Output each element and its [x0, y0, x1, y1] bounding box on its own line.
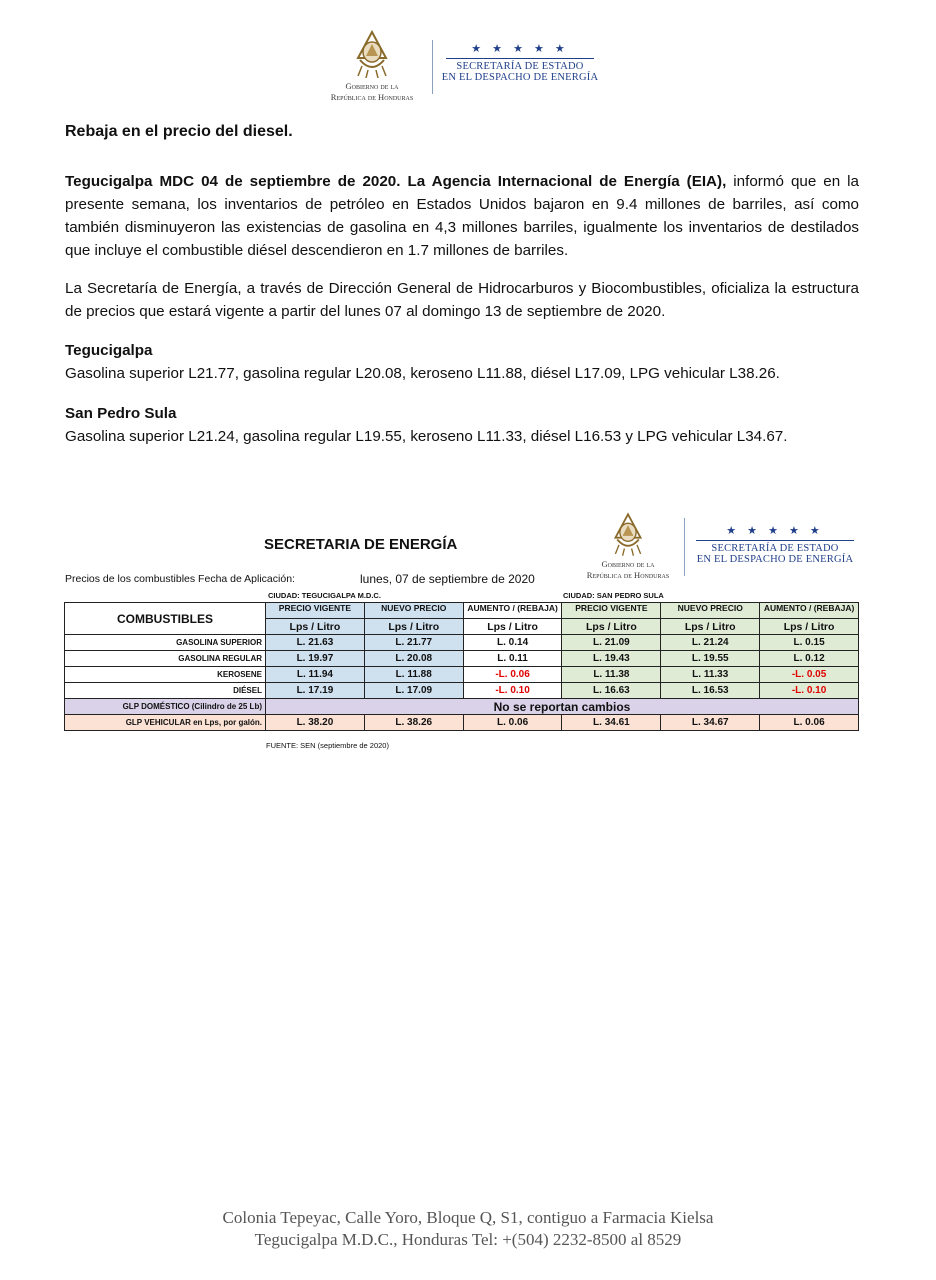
price-cell: L. 21.09: [562, 635, 661, 651]
city-prices-san-pedro-sula: Gasolina superior L21.24, gasolina regular L19.55, keroseno L11.33, diésel L16.53 y LPG vehicular L34.67.: [65, 428, 788, 445]
stars-icon: ★ ★ ★ ★ ★: [726, 525, 824, 537]
price-cell: L. 19.43: [562, 651, 661, 667]
city-label-san-pedro-sula: CIUDAD: SAN PEDRO SULA: [563, 591, 664, 600]
secretaria-line2: EN EL DESPACHO DE ENERGÍA: [696, 554, 854, 565]
government-crest: [320, 30, 424, 102]
footer-line2: Tegucigalpa M.D.C., Honduras Tel: +(504) 2232-8500 al 8529: [254, 1230, 682, 1249]
secretaria-logo: [440, 44, 600, 83]
paragraph-eia-text: informó que en la presente semana, los inventarios de petróleo en Estados Unidos bajaron en 9.4 millones de barriles, así como también disminuyeron las existencias de gasolina en 4,3 millones barriles, igualmente los inventarios de destilados que incluye el combustible diésel descendieron en 1.7 millones de barriles.: [65, 173, 859, 259]
application-date-label: Precios de los combustibles Fecha de Aplicación:: [65, 573, 295, 585]
city-heading-tegucigalpa: Tegucigalpa: [65, 342, 153, 359]
price-cell: L. 11.88: [364, 667, 463, 683]
divider: [432, 40, 433, 94]
unit-label: Lps / Litro: [661, 619, 760, 635]
fuel-name: GLP DOMÉSTICO (Cilindro de 25 Lb): [65, 699, 266, 715]
honduras-coat-of-arms-icon: [352, 30, 392, 80]
price-cell: L. 16.53: [661, 683, 760, 699]
price-cell: L. 21.63: [266, 635, 365, 651]
change-cell: L. 0.06: [760, 715, 859, 731]
price-cell: L. 21.24: [661, 635, 760, 651]
city-prices-tegucigalpa: Gasolina superior L21.77, gasolina regular L20.08, keroseno L11.88, diésel L17.09, LPG vehicular L38.26.: [65, 365, 780, 382]
crest-line1: Gobierno de la: [601, 559, 655, 569]
change-cell: L. 0.06: [463, 715, 562, 731]
honduras-coat-of-arms-icon: [610, 512, 646, 558]
letterhead: [320, 30, 620, 102]
price-cell: L. 21.77: [364, 635, 463, 651]
change-cell: -L. 0.05: [760, 667, 859, 683]
change-cell: -L. 0.10: [760, 683, 859, 699]
price-cell: L. 38.20: [266, 715, 365, 731]
paragraph-secretaria: La Secretaría de Energía, a través de Dirección General de Hidrocarburos y Biocombustibles, oficializa la estructura de precios que estará vigente a partir del lunes 07 al domingo 13 de septiembre de 2020.: [65, 280, 859, 320]
price-cell: L. 11.33: [661, 667, 760, 683]
no-changes-note: No se reportan cambios: [266, 699, 859, 715]
fuel-name: DIÉSEL: [65, 683, 266, 699]
header-aumento: AUMENTO / (REBAJA): [760, 603, 859, 619]
secretaria-line2: EN EL DESPACHO DE ENERGÍA: [441, 72, 599, 83]
price-cell: L. 38.26: [364, 715, 463, 731]
header-aumento: AUMENTO / (REBAJA): [463, 603, 562, 619]
logo-rule: [446, 58, 594, 59]
header-nuevo-precio: NUEVO PRECIO: [364, 603, 463, 619]
table-letterhead: [580, 512, 870, 584]
divider: [684, 518, 685, 576]
table-row-glp-vehicular: [65, 715, 859, 731]
paragraph-eia-lead: Tegucigalpa MDC 04 de septiembre de 2020. La Agencia Internacional de Energía (EIA),: [65, 173, 727, 190]
fuel-name: KEROSENE: [65, 667, 266, 683]
table-source: FUENTE: SEN (septiembre de 2020): [266, 741, 389, 750]
crest-line1: Gobierno de la: [345, 81, 399, 91]
crest-line2: República de Honduras: [330, 92, 414, 102]
document-title: Rebaja en el precio del diesel.: [65, 123, 293, 140]
government-crest-small: [580, 512, 676, 580]
price-cell: L. 17.19: [266, 683, 365, 699]
unit-label: Lps / Litro: [364, 619, 463, 635]
table-row: [65, 683, 859, 699]
application-date: lunes, 07 de septiembre de 2020: [360, 572, 535, 586]
unit-label: Lps / Litro: [463, 619, 562, 635]
price-cell: L. 20.08: [364, 651, 463, 667]
change-cell: L. 0.11: [463, 651, 562, 667]
footer-address: [0, 1207, 936, 1251]
price-cell: L. 19.55: [661, 651, 760, 667]
combustibles-header: COMBUSTIBLES: [65, 603, 266, 635]
secretaria-line1: SECRETARÍA DE ESTADO: [456, 61, 584, 72]
table-row: [65, 651, 859, 667]
price-cell: L. 34.67: [661, 715, 760, 731]
city-label-tegucigalpa: CIUDAD: TEGUCIGALPA M.D.C.: [268, 591, 381, 600]
header-precio-vigente: PRECIO VIGENTE: [562, 603, 661, 619]
logo-rule: [696, 540, 854, 541]
fuel-name: GASOLINA SUPERIOR: [65, 635, 266, 651]
paragraph-eia: [65, 170, 859, 262]
change-cell: -L. 0.06: [463, 667, 562, 683]
price-cell: L. 17.09: [364, 683, 463, 699]
table-row: [65, 635, 859, 651]
price-cell: L. 19.97: [266, 651, 365, 667]
stars-icon: ★ ★ ★ ★ ★: [471, 43, 569, 55]
city-heading-san-pedro-sula: San Pedro Sula: [65, 405, 177, 422]
unit-label: Lps / Litro: [562, 619, 661, 635]
header-nuevo-precio: NUEVO PRECIO: [661, 603, 760, 619]
crest-line2: República de Honduras: [586, 570, 670, 580]
unit-label: Lps / Litro: [760, 619, 859, 635]
price-cell: L. 34.61: [562, 715, 661, 731]
fuel-name: GLP VEHICULAR en Lps, por galón.: [65, 715, 266, 731]
table-row: [65, 667, 859, 683]
change-cell: L. 0.14: [463, 635, 562, 651]
fuel-price-table: [64, 602, 859, 731]
change-cell: L. 0.12: [760, 651, 859, 667]
table-title: SECRETARIA DE ENERGÍA: [264, 536, 458, 553]
table-row-glp-domestico: [65, 699, 859, 715]
secretaria-logo: [690, 526, 860, 565]
secretaria-line1: SECRETARÍA DE ESTADO: [711, 543, 839, 554]
fuel-name: GASOLINA REGULAR: [65, 651, 266, 667]
table-header-row: [65, 603, 859, 619]
change-cell: L. 0.15: [760, 635, 859, 651]
footer-line1: Colonia Tepeyac, Calle Yoro, Bloque Q, S1, contiguo a Farmacia Kielsa: [222, 1208, 714, 1227]
price-cell: L. 11.94: [266, 667, 365, 683]
change-cell: -L. 0.10: [463, 683, 562, 699]
unit-label: Lps / Litro: [266, 619, 365, 635]
header-precio-vigente: PRECIO VIGENTE: [266, 603, 365, 619]
price-cell: L. 16.63: [562, 683, 661, 699]
price-cell: L. 11.38: [562, 667, 661, 683]
